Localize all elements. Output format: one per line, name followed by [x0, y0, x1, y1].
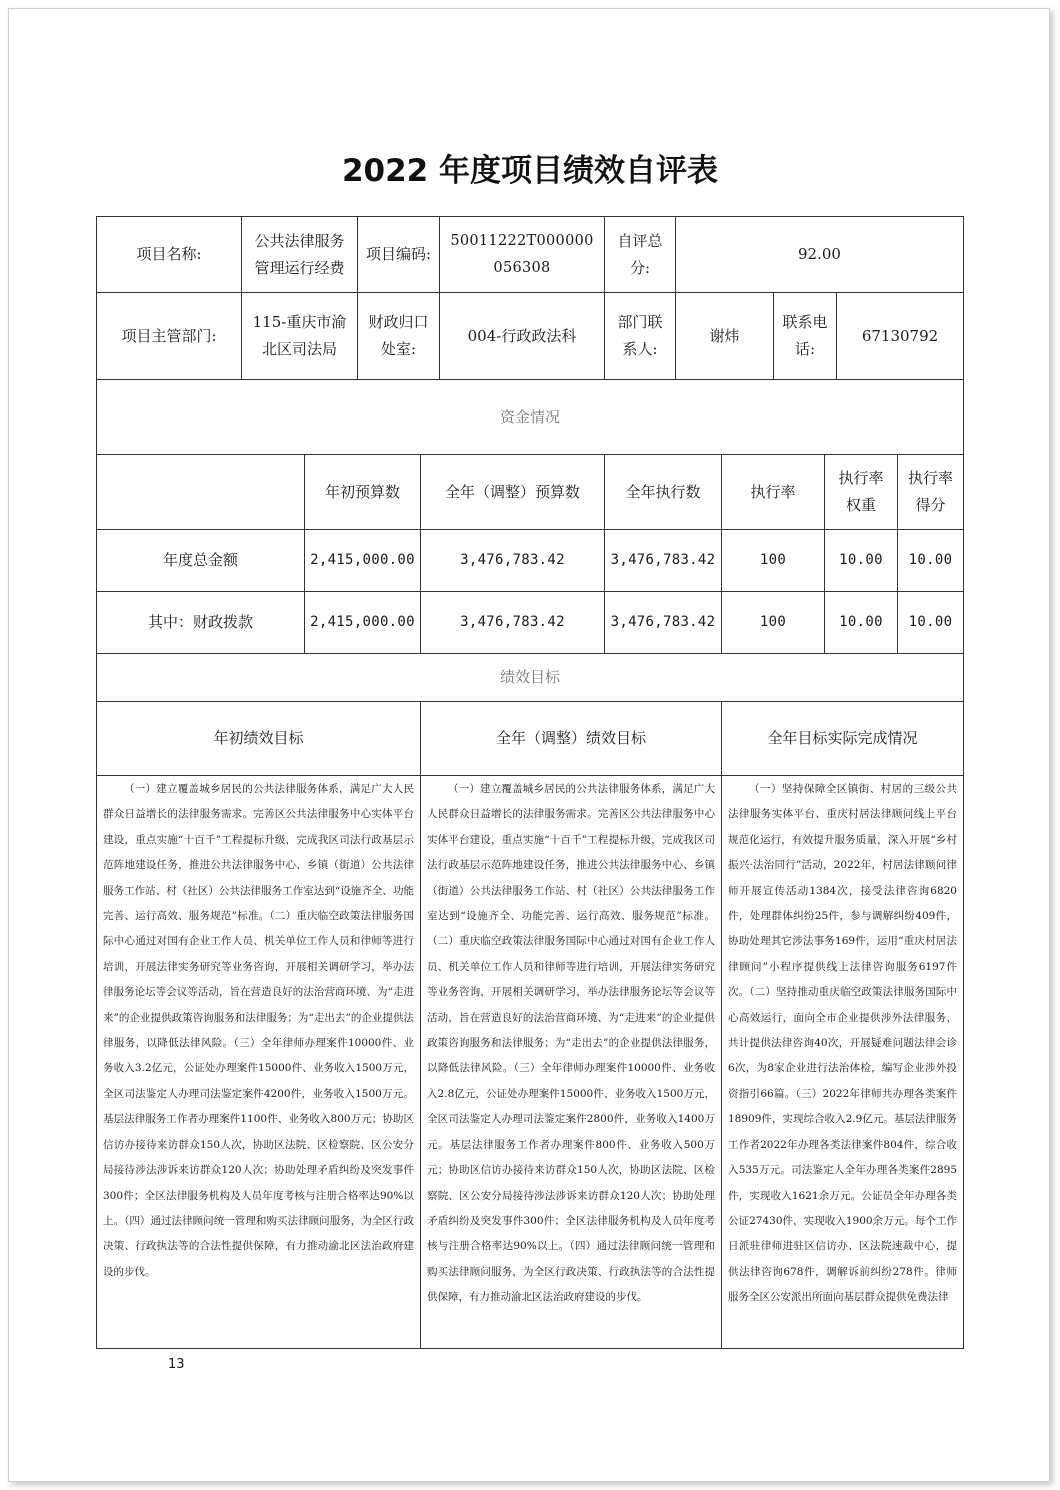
- funds-header-initial: 年初预算数: [324, 482, 400, 501]
- project-code-label: 项目编码:: [365, 245, 432, 263]
- self-score-label: 自评总分:: [617, 231, 663, 277]
- contact-label: 部门联系人:: [617, 313, 663, 358]
- funds-header-rate: 执行率: [750, 482, 796, 501]
- performance-section-title: 绩效目标: [499, 668, 560, 686]
- dept-label: 项目主管部门:: [121, 326, 217, 345]
- table-border-bottom: [96, 1348, 964, 1349]
- funds-row-score: 10.00: [908, 552, 953, 568]
- funds-header-weight: 执行率权重: [838, 469, 884, 514]
- project-code-value: 50011222T000000056308: [450, 232, 594, 276]
- funds-row-adjusted: 3,476,783.42: [460, 552, 565, 568]
- phone-value: 67130792: [861, 326, 939, 345]
- funds-row-rate: 100: [759, 552, 787, 568]
- initial-goals-text: （一）建立覆盖城乡居民的公共法律服务体系，满足广大人民群众日益增长的法律服务需求。完善区公共法律服务中心实体平台建设，重点实施“十百千”工程提标升级，完成我区司法行政基层示范阵地建设任务，推进公共法律服务中心、乡镇（街道）公共法律服务工作站、村（社区）公共法律服务工作室达到“设施齐全、功能完善、运行高效、服务规范”标准。（二）重庆临空政策法律服务国际中心通过对国有企业工作人员、机关单位工作人员和律师等进行培训，开展法律实务研究等业务咨询，开展相关调研学习，举办法律服务论坛等会议等活动，旨在营造良好的法治营商环境、为“走进来”的企业提供政策咨询服务和法律服务；为“走出去”的企业提供法律服务，以降低法律风险。（三）全年律师办理案件10000件、业务收入3.2亿元，公证处办理案件15000件、业务收入1500万元，全区司法鉴定人办理司法鉴定案件4200件，业务收入1500万元。基层法律服务工作者办理案件1100件、业务收入800万元；协助区信访办接待来访群众150人次，协助区法院、区检察院、区公安分局接待涉法涉诉来访群众120人次；协助处理矛盾纠纷及突发事件300件；全区法律服务机构及人员年度考核与注册合格率达90%以上。（四）通过法律顾问统一管理和购买法律顾问服务，为全区行政决策、行政执法等的合法性提供保障，有力推动渝北区法治政府建设的步伐。: [103, 783, 414, 1278]
- funds-row-initial: 2,415,000.00: [310, 614, 415, 630]
- funds-row-adjusted: 3,476,783.42: [460, 614, 565, 630]
- funds-row-label: 其中：财政拨款: [147, 613, 253, 631]
- funds-header-score: 执行率得分: [907, 469, 953, 514]
- actual-completion-text: （一）坚持保障全区镇街、村居的三级公共法律服务实体平台、重庆村居法律顾问线上平台规范化运行，有效提升服务质量，深入开展“乡村振兴·法治同行”活动，2022年，村居法律顾问律师开展宣传活动1384次，接受法律咨询6820件，处理群体纠纷25件，参与调解纠纷409件，协助处理其它涉法事务169件，运用“重庆村居法律顾问”小程序提供线上法律咨询服务6197件次。（二）坚持推动重庆临空政策法律服务国际中心高效运行，面向全市企业提供涉外法律服务，共计提供法律咨询40次，开展疑难问题法律会诊6次，为8家企业进行法治体检，编写企业涉外投资指引66篇。（三）2022年律师共办理各类案件18909件，实现综合收入2.9亿元。基层法律服务工作者2022年办理各类法律案件804件，综合收入535万元。司法鉴定人全年办理各类案件2895件，实现收入1621余万元。公证员全年办理各类公证27430件，实现收入1900余万元。每个工作日派驻律师进驻区信访办、区法院速裁中心，提供法律咨询678件，调解诉前纠纷278件。律师服务全区公安派出所面向基层群众提供免费法律: [728, 783, 957, 1304]
- table-rule: [96, 775, 964, 776]
- actual-completion-title: 全年目标实际完成情况: [767, 729, 918, 747]
- adjusted-goals-title: 全年（调整）绩效目标: [495, 729, 646, 747]
- self-score-value: 92.00: [798, 245, 841, 263]
- table-border-right: [963, 216, 964, 1349]
- initial-goals-title: 年初绩效目标: [213, 729, 304, 747]
- funds-row-executed: 3,476,783.42: [610, 552, 716, 568]
- contact-value: 谢炜: [709, 326, 740, 345]
- funds-row-executed: 3,476,783.42: [610, 614, 716, 630]
- funds-row-weight: 10.00: [839, 552, 883, 568]
- funds-header-blank: [97, 455, 304, 529]
- page-number: 13: [168, 1357, 185, 1372]
- funds-section-title: 资金情况: [499, 407, 560, 426]
- funds-row-score: 10.00: [908, 614, 953, 630]
- phone-label: 联系电话:: [782, 313, 828, 358]
- funds-row-label: 年度总金额: [162, 551, 238, 569]
- funds-row-rate: 100: [759, 614, 787, 630]
- finance-office-value: 004-行政政法科: [467, 326, 577, 345]
- page-title: 2022 年度项目绩效自评表: [341, 153, 719, 189]
- finance-office-label: 财政归口处室:: [368, 313, 429, 358]
- project-name-label: 项目名称:: [136, 245, 202, 263]
- adjusted-goals-text: （一）建立覆盖城乡居民的公共法律服务体系，满足广大人民群众日益增长的法律服务需求。完善区公共法律服务中心实体平台建设，重点实施“十百千”工程提标升级，完成我区司法行政基层示范阵地建设任务，推进公共法律服务中心、乡镇（街道）公共法律服务工作站、村（社区）公共法律服务工作室达到“设施齐全、功能完善、运行高效、服务规范”标准。（二）重庆临空政策法律服务国际中心通过对国有企业工作人员、机关单位工作人员和律师等进行培训，开展法律实务研究等业务咨询，开展相关调研学习，举办法律服务论坛等会议等活动，旨在营造良好的法治营商环境、为“走进来”的企业提供政策咨询服务和法律服务；为“走出去”的企业提供法律服务，以降低法律风险。（三）全年律师办理案件10000件、业务收入2.8亿元，公证处办理案件15000件、业务收入1500万元，全区司法鉴定人办理司法鉴定案件2800件，业务收入1400万元。基层法律服务工作者办理案件800件、业务收入500万元；协助区信访办接待来访群众150人次，协助区法院、区检察院、区公安分局接待涉法涉诉来访群众120人次；协助处理矛盾纠纷及突发事件300件；全区法律服务机构及人员年度考核与注册合格率达90%以上。（四）通过法律顾问统一管理和购买法律顾问服务，为全区行政决策、行政执法等的合法性提供保障，有力推动渝北区法治政府建设的步伐。: [427, 783, 715, 1304]
- dept-value: 115-重庆市渝北区司法局: [252, 313, 347, 358]
- funds-row-weight: 10.00: [839, 614, 883, 630]
- funds-header-adjusted: 全年（调整）预算数: [444, 482, 580, 501]
- funds-row-initial: 2,415,000.00: [310, 552, 415, 568]
- project-name-value: 公共法律服务管理运行经费: [254, 231, 345, 277]
- funds-header-executed: 全年执行数: [625, 482, 701, 501]
